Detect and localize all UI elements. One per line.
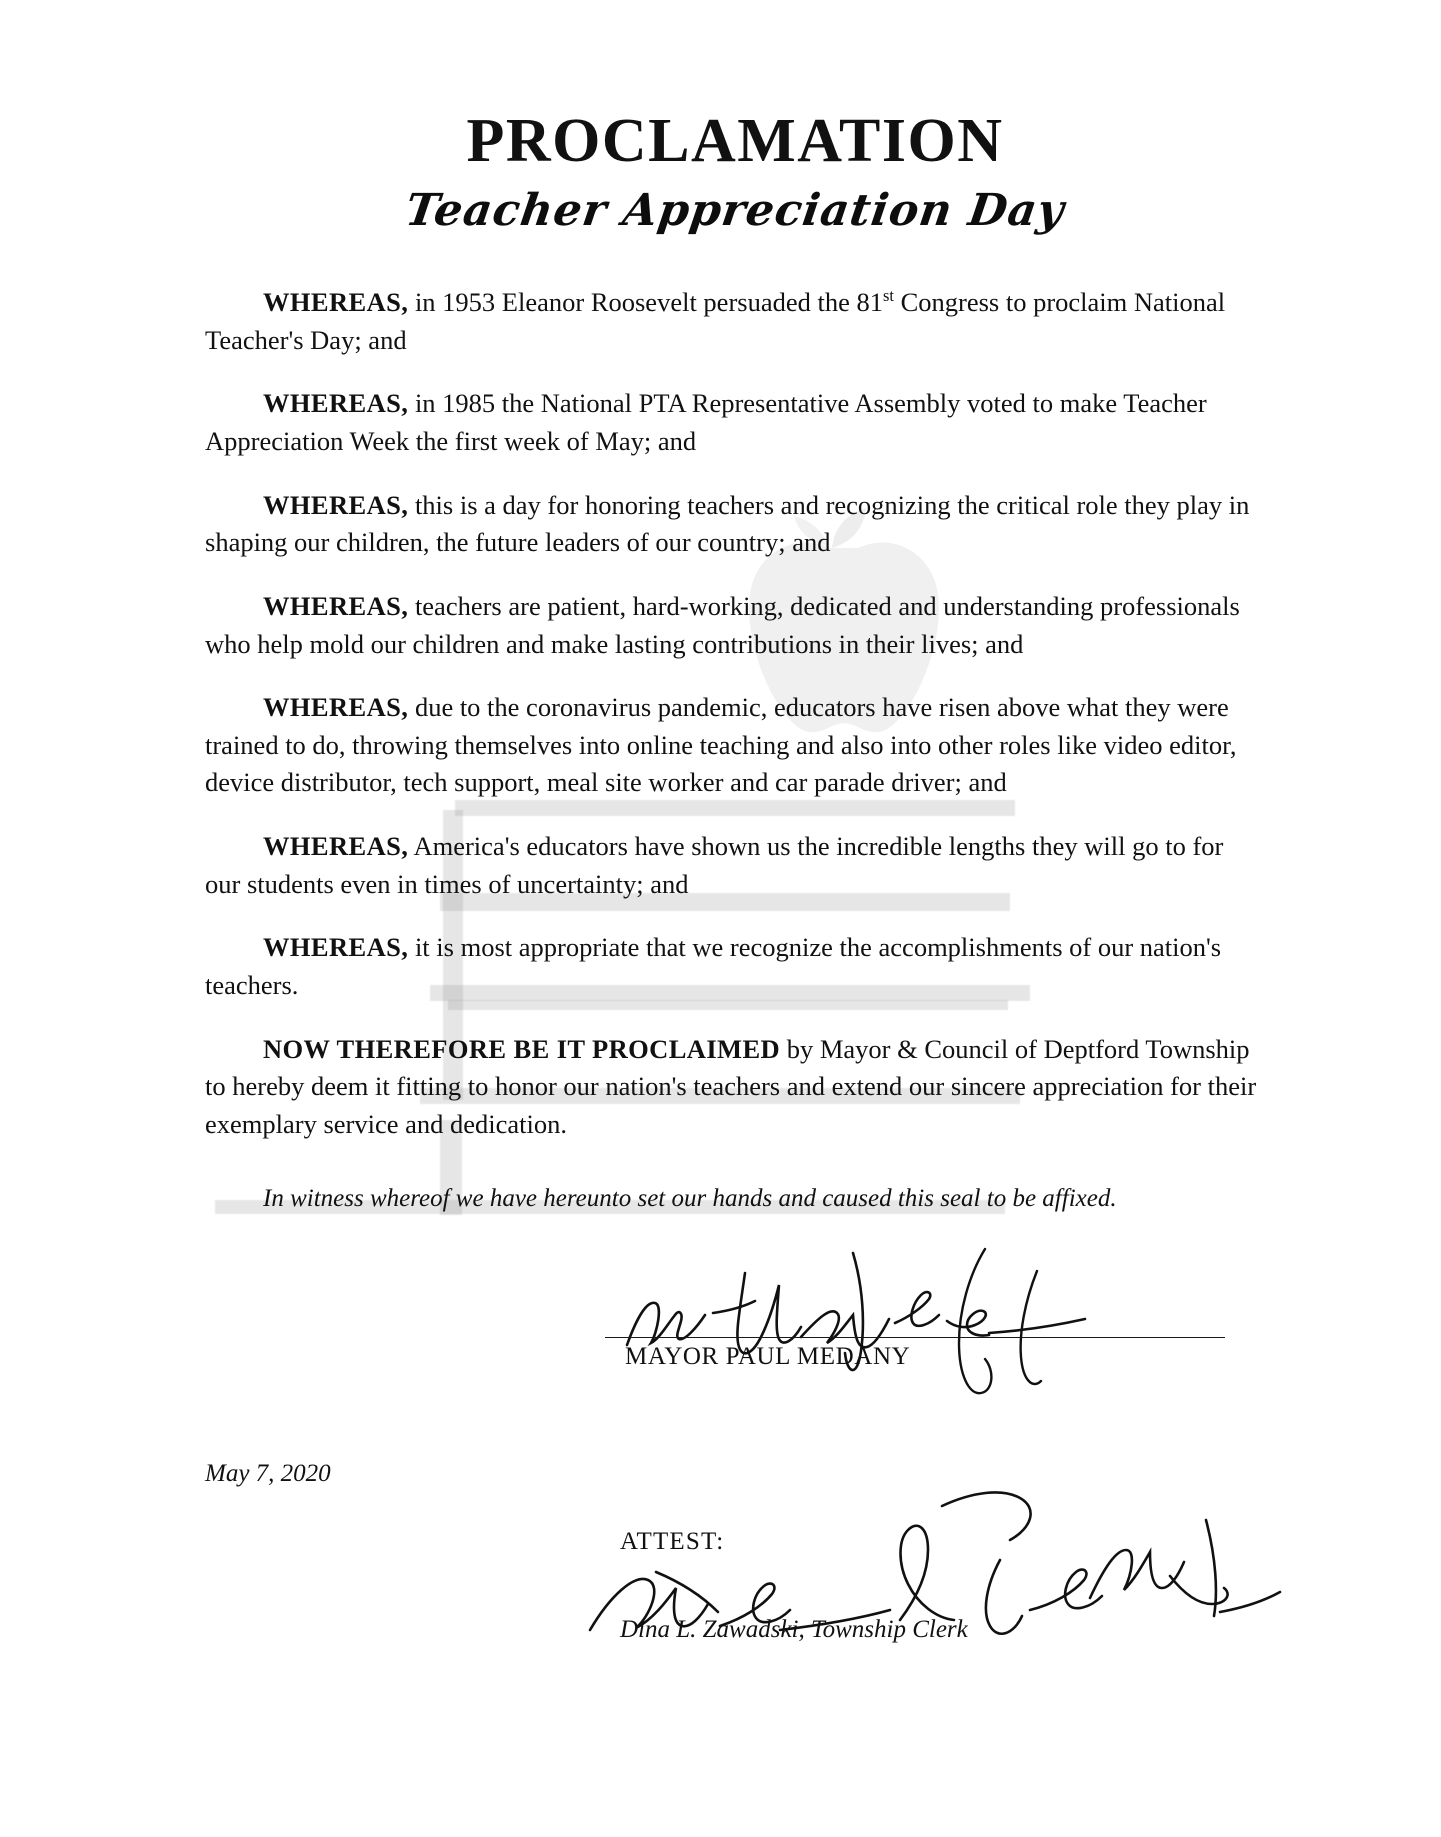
- paragraph-text: America's educators have shown us the incredible lengths they will go to for our students even in times of uncertainty; and: [205, 831, 1224, 899]
- mayor-signature-block: [205, 1251, 1265, 1371]
- mayor-signature-flourish: [895, 1241, 1095, 1401]
- page-subtitle: Teacher Appreciation Day: [402, 185, 1068, 237]
- paragraph-2: [205, 385, 1265, 460]
- paragraph-7: [205, 929, 1265, 1004]
- paragraph-3: [205, 487, 1265, 562]
- paragraph-lead: NOW THEREFORE BE IT PROCLAIMED: [263, 1033, 781, 1064]
- paragraph-lead: WHEREAS,: [263, 831, 409, 862]
- paragraph-lead: WHEREAS,: [263, 692, 409, 723]
- paragraph-lead: WHEREAS,: [263, 388, 409, 419]
- paragraph-text: teachers are patient, hard-working, dedicated and understanding professionals who help mold our children and make lasting contributions in their lives; and: [205, 590, 1240, 659]
- attest-label: ATTEST:: [620, 1528, 725, 1555]
- paragraph-text: it is most appropriate that we recognize the accomplishments of our nation's teachers.: [205, 932, 1222, 1000]
- paragraph-text: this is a day for honoring teachers and recognizing the critical role they play in shaping our children, the future leaders of our country; and: [205, 489, 1250, 558]
- paragraph-lead: WHEREAS,: [263, 932, 409, 963]
- document-body: [205, 107, 1265, 1371]
- witness-statement: In witness whereof we have hereunto set our hands and caused this seal to be affixed.: [263, 1185, 1117, 1213]
- ordinal-suffix: st: [882, 286, 894, 306]
- mayor-caption: MAYOR PAUL MEDANY: [625, 1342, 911, 1370]
- paragraph-lead: WHEREAS,: [263, 287, 409, 318]
- paragraph-text: in 1985 the National PTA Representative Assembly voted to make Teacher Appreciation Week the first week of May; and: [205, 388, 1207, 457]
- paragraph-text-before-ordinal: in 1953 Eleanor Roosevelt persuaded the 81: [408, 287, 883, 318]
- paragraph-list: [205, 284, 1265, 1143]
- paragraph-text-after-ordinal: Congress to proclaim National Teacher's Day; and: [205, 287, 1226, 355]
- paragraph-6: [205, 828, 1265, 903]
- clerk-caption: Dina L. Zawadski, Township Clerk: [620, 1616, 968, 1643]
- paragraph-4: [205, 588, 1265, 663]
- paragraph-text: due to the coronavirus pandemic, educators have risen above what they were trained to do, throwing themselves into online teaching and also into other roles like video editor, device distributor, tech support, meal site worker and car parade driver; and: [205, 692, 1237, 798]
- paragraph-text: by Mayor & Council of Deptford Township to hereby deem it fitting to honor our nation's teachers and extend our sincere appreciation for their exemplary service and dedication.: [205, 1033, 1257, 1139]
- mayor-signature-line: [605, 1337, 1225, 1338]
- paragraph-lead: WHEREAS,: [263, 489, 409, 520]
- paragraph-1: [205, 284, 1265, 359]
- page-title: PROCLAMATION: [466, 107, 1004, 175]
- date-text: May 7, 2020: [205, 1460, 331, 1487]
- paragraph-8-proclaimed: [205, 1031, 1265, 1144]
- paragraph-5: [205, 689, 1265, 802]
- paragraph-lead: WHEREAS,: [263, 590, 409, 621]
